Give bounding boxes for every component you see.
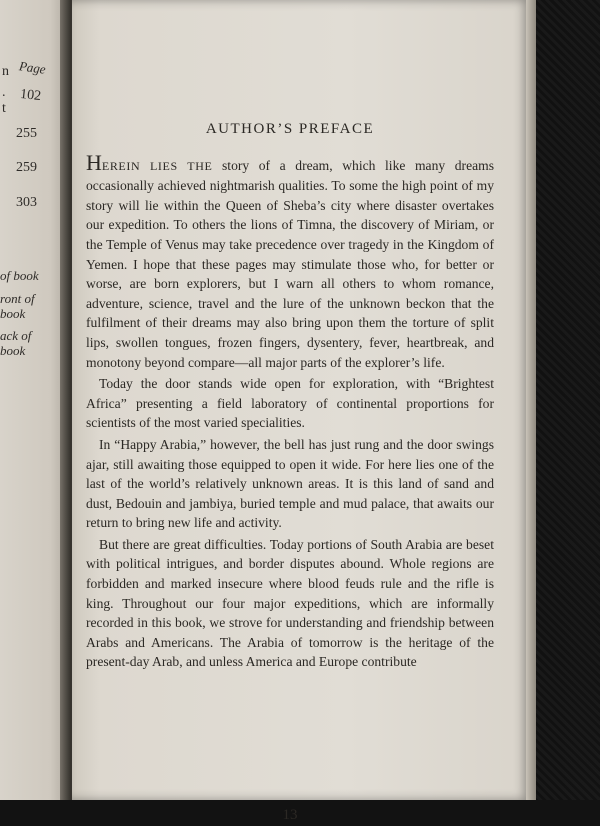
paragraph-2: Today the door stands wide open for exploration, with “Brightest Africa” presenting a field laboratory of continental proportions for scientists of the most varied specialities. [86,376,494,431]
italic-fragment: ront of [0,291,35,306]
text-fragment: . [2,85,6,100]
paragraph-1 [86,149,495,373]
book-page [72,0,530,823]
paragraph-3: In “Happy Arabia,” however, the bell has just rung and the door swings ajar, still awaiting those equipped to open it wide. For here lies one of the last of the world’s relatively unknown areas. It is this land of sand and dust, Bedouin and jambiya, buried temple and mud palace, that awaits our return to bring new life and activity. [86,436,494,531]
drop-cap: H [86,149,102,175]
lead-small-caps: EREIN LIES THE [101,158,213,173]
page-number-entry: 255 [16,126,37,141]
preface-body [86,120,495,823]
previous-page [0,0,72,800]
paragraph-text: story of a dream, which like many dreams occasionally achieved nightmarish qualities. To some the high point of my story will lie within the Queen of Sheba’s city where disaster overtakes our expedition. To others the lions of Timna, the discovery of Miriam, or the Temple of Venus may take precedence over tragedy in the Kingdom of Yemen. I hope that these pages may stimulate those who, for better or worse, are born explorers, but I warn all others to whom romance, adventure, science, travel and the lure of the unknown beckon that the fulfilment of their dreams may also bring upon them the torture of split lips, swollen tongues, frozen fingers, dysentery, fever, heartbreak, and monotony beyond compare—all major parts of the explorer’s life. [86,157,495,370]
page-number-entry: 259 [16,160,37,175]
text-fragment: t [2,101,6,116]
italic-fragment: book [0,306,26,321]
page-number-entry: 303 [16,195,37,210]
page-header-label: Page [18,58,47,77]
page-title: AUTHOR’S PREFACE [205,121,375,137]
book-gutter [60,0,72,800]
italic-fragment: ack of [0,328,32,343]
italic-fragment: of book [0,268,39,283]
italic-fragment: book [0,343,26,358]
paragraph-4: But there are great difficulties. Today portions of South Arabia are beset with political intrigues, and border disputes abound. Whole regions are forbidden and marked insecure where blood feuds rule and the rifle is king. Throughout our four major expeditions, which are informally recorded in this book, we strove for understanding and friendship between Arabs and Americans. The Arabia of tomorrow is the heritage of the present-day Arab, and unless America and Europe contribute [86,536,494,670]
text-fragment: n [2,64,9,79]
page-number-entry: 102 [19,86,42,105]
page-number: 13 [282,807,298,823]
